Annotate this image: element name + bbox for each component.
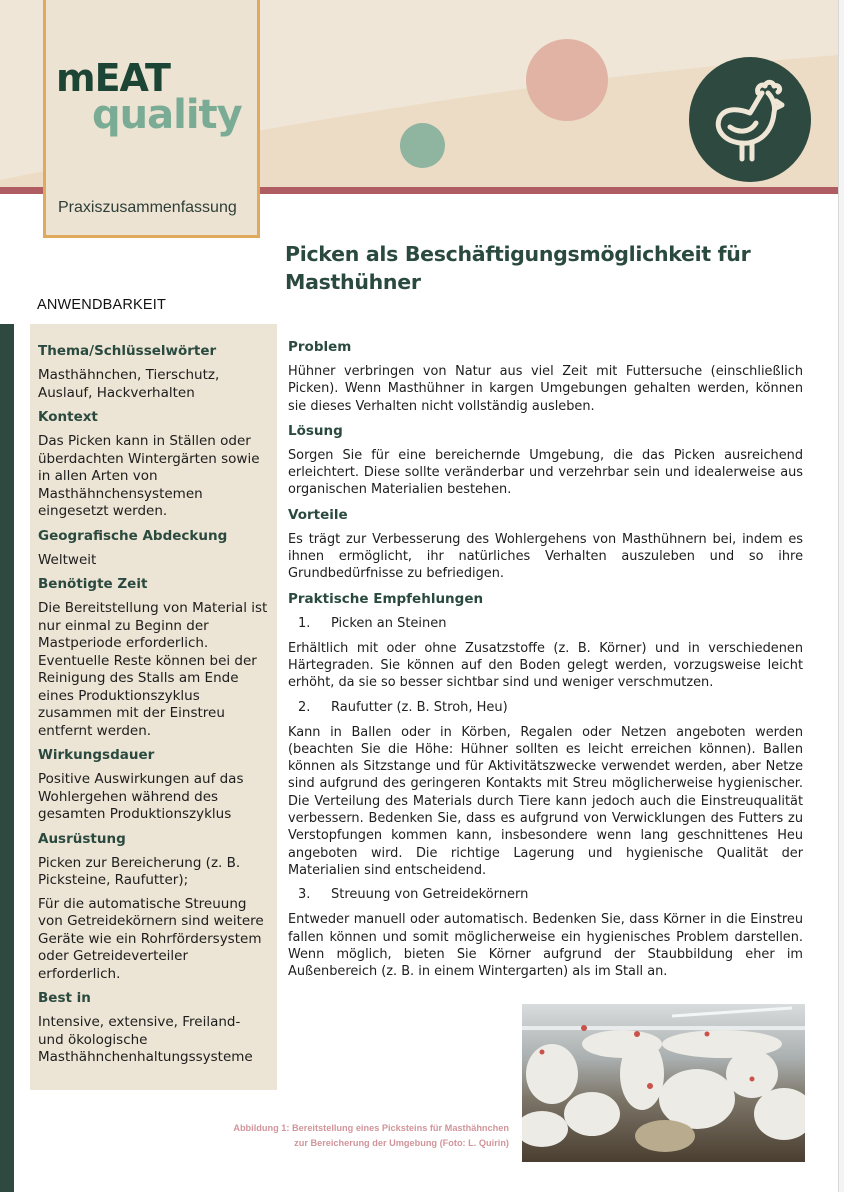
sidebar-heading: Geografische Abdeckung [38, 527, 228, 544]
section-heading-benefits: Vorteile [288, 506, 348, 523]
sidebar-text: Positive Auswirkungen auf das Wohlergehen während des gesamten Produktionszyklus [38, 771, 244, 822]
applicability-panel [30, 324, 277, 1090]
list-item-title: Raufutter (z. B. Stroh, Heu) [331, 699, 508, 715]
section-text-solution: Sorgen Sie für eine bereichernde Umgebung, die das Picken ausreichend erleichtert. Diese sollte veränderbar und verzehrbar sein und idealerweise aus organischen Materialien bestehen. [288, 447, 803, 498]
chicken-photo [522, 1004, 805, 1162]
sidebar-text: Intensive, extensive, Freiland- und ökologische Masthähnchenhaltungssysteme [38, 1014, 253, 1065]
section-heading-recommendations: Praktische Empfehlungen [288, 590, 484, 607]
list-item-title: Streuung von Getreidekörnern [331, 887, 529, 903]
page-edge [838, 0, 844, 1192]
sidebar-text: Das Picken kann in Ställen oder überdachten Wintergärten sowie in allen Arten von Masthähnchensystemen eingesetzt werden. [38, 433, 260, 519]
sidebar-text: Die Bereitstellung von Material ist nur einmal zu Beginn der Mastperiode erforderlich. Eventuelle Reste können bei der Reinigung des Stalls am Ende eines Produktionszyklus zusammen mit der Einstreu entfernt werden. [38, 600, 268, 739]
recommendation-item [298, 886, 803, 903]
list-number: 2. [298, 699, 311, 715]
page-title: Picken als Beschäftigungsmöglichkeit für Masthühner [285, 242, 751, 294]
logo-text-quality: quality [92, 92, 242, 138]
sidebar-text: Masthähnchen, Tierschutz, Auslauf, Hackverhalten [38, 367, 220, 401]
recommendation-item [298, 615, 803, 632]
recommendation-text: Kann in Ballen oder in Körben, Regalen oder Netzen angeboten werden (beachten Sie die Höhe: Hühner sollten es leicht erreichen können). Ballen können als Sitzstange und für Aktivitätszwecke verwendet werden, aber Netze sind aufgrund des geringeren Kontakts mit Streu möglicherweise hygienischer. Die Verteilung des Materials durch Tiere kann jedoch auch die Einstreuqualität verbessern. Bedenken Sie, dass es aufgrund von Verwicklungen des Futters zu Verstopfungen kommen kann, insbesondere wenn lang geschnittenes Heu angeboten wird. Die richtige Lagerung und hygienische Qualität der Materialien sind entscheidend. [288, 724, 803, 878]
sidebar-text: Für die automatische Streuung von Getreidekörnern sind weitere Geräte wie ein Rohrfördersystem oder Getreideverteiler erforderlich. [38, 895, 264, 982]
sidebar-text: Weltweit [38, 551, 97, 568]
recommendation-item [298, 699, 803, 716]
section-heading-solution: Lösung [288, 422, 343, 439]
sidebar-heading: Kontext [38, 409, 98, 425]
chicken-icon [689, 57, 811, 182]
section-text-benefits: Es trägt zur Verbesserung des Wohlergehens von Masthühnern bei, indem es ihnen ermöglicht, ihr natürliches Verhalten auszuleben und so ihre Grundbedürfnisse zu befriedigen. [288, 531, 803, 582]
sidebar-heading: Benötigte Zeit [38, 576, 148, 592]
sidebar-heading: Wirkungsdauer [38, 747, 155, 763]
section-heading-problem: Problem [288, 339, 352, 355]
section-text-problem: Hühner verbringen von Natur aus viel Zeit mit Futtersuche (einschließlich Picken). Wenn Masthühner in kargen Umgebungen gehalten werden, können sie dieses Verhalten nicht vollständig ausleben. [288, 364, 803, 414]
figure-caption [200, 1121, 509, 1151]
document-type-label: Praxiszusammenfassung [58, 199, 237, 216]
list-number: 1. [298, 615, 311, 631]
list-item-title: Picken an Steinen [331, 615, 447, 631]
logo-card [43, 0, 260, 238]
figure-caption-line: Abbildung 1: Bereitstellung eines Picksteins für Masthähnchen [233, 1123, 509, 1133]
side-accent-bar [0, 324, 14, 1192]
sidebar-text: Picken zur Bereicherung (z. B. Picksteine, Raufutter); [38, 854, 241, 888]
decorative-circle-pink [526, 39, 608, 121]
sidebar-heading: Best in [38, 990, 91, 1006]
decorative-circle-green [400, 123, 445, 168]
sidebar-heading: Thema/Schlüsselwörter [38, 343, 217, 359]
list-number: 3. [298, 887, 311, 903]
figure-caption-line: zur Bereicherung der Umgebung (Foto: L. Quirin) [294, 1138, 509, 1148]
recommendation-text: Entweder manuell oder automatisch. Bedenken Sie, dass Körner in die Einstreu fallen können und somit möglicherweise ein hygienisches Problem darstellen. Wenn möglich, bieten Sie Körner aufgrund der Staubbildung eher im Außenbereich (z. B. in einem Wintergarten) als im Stall an. [288, 912, 803, 980]
sidebar-heading: Ausrüstung [38, 830, 126, 847]
applicability-label: ANWENDBARKEIT [37, 297, 167, 313]
recommendation-text: Erhältlich mit oder ohne Zusatzstoffe (z. B. Körner) und in verschiedenen Härtegraden. Sie können auf den Boden gelegt werden, vorzugsweise leicht erhöht, da sie so besser sichtbar sind und weniger verschmutzen. [288, 640, 803, 691]
logo-text-meat: mEAT [56, 56, 170, 100]
main-content [288, 338, 803, 987]
